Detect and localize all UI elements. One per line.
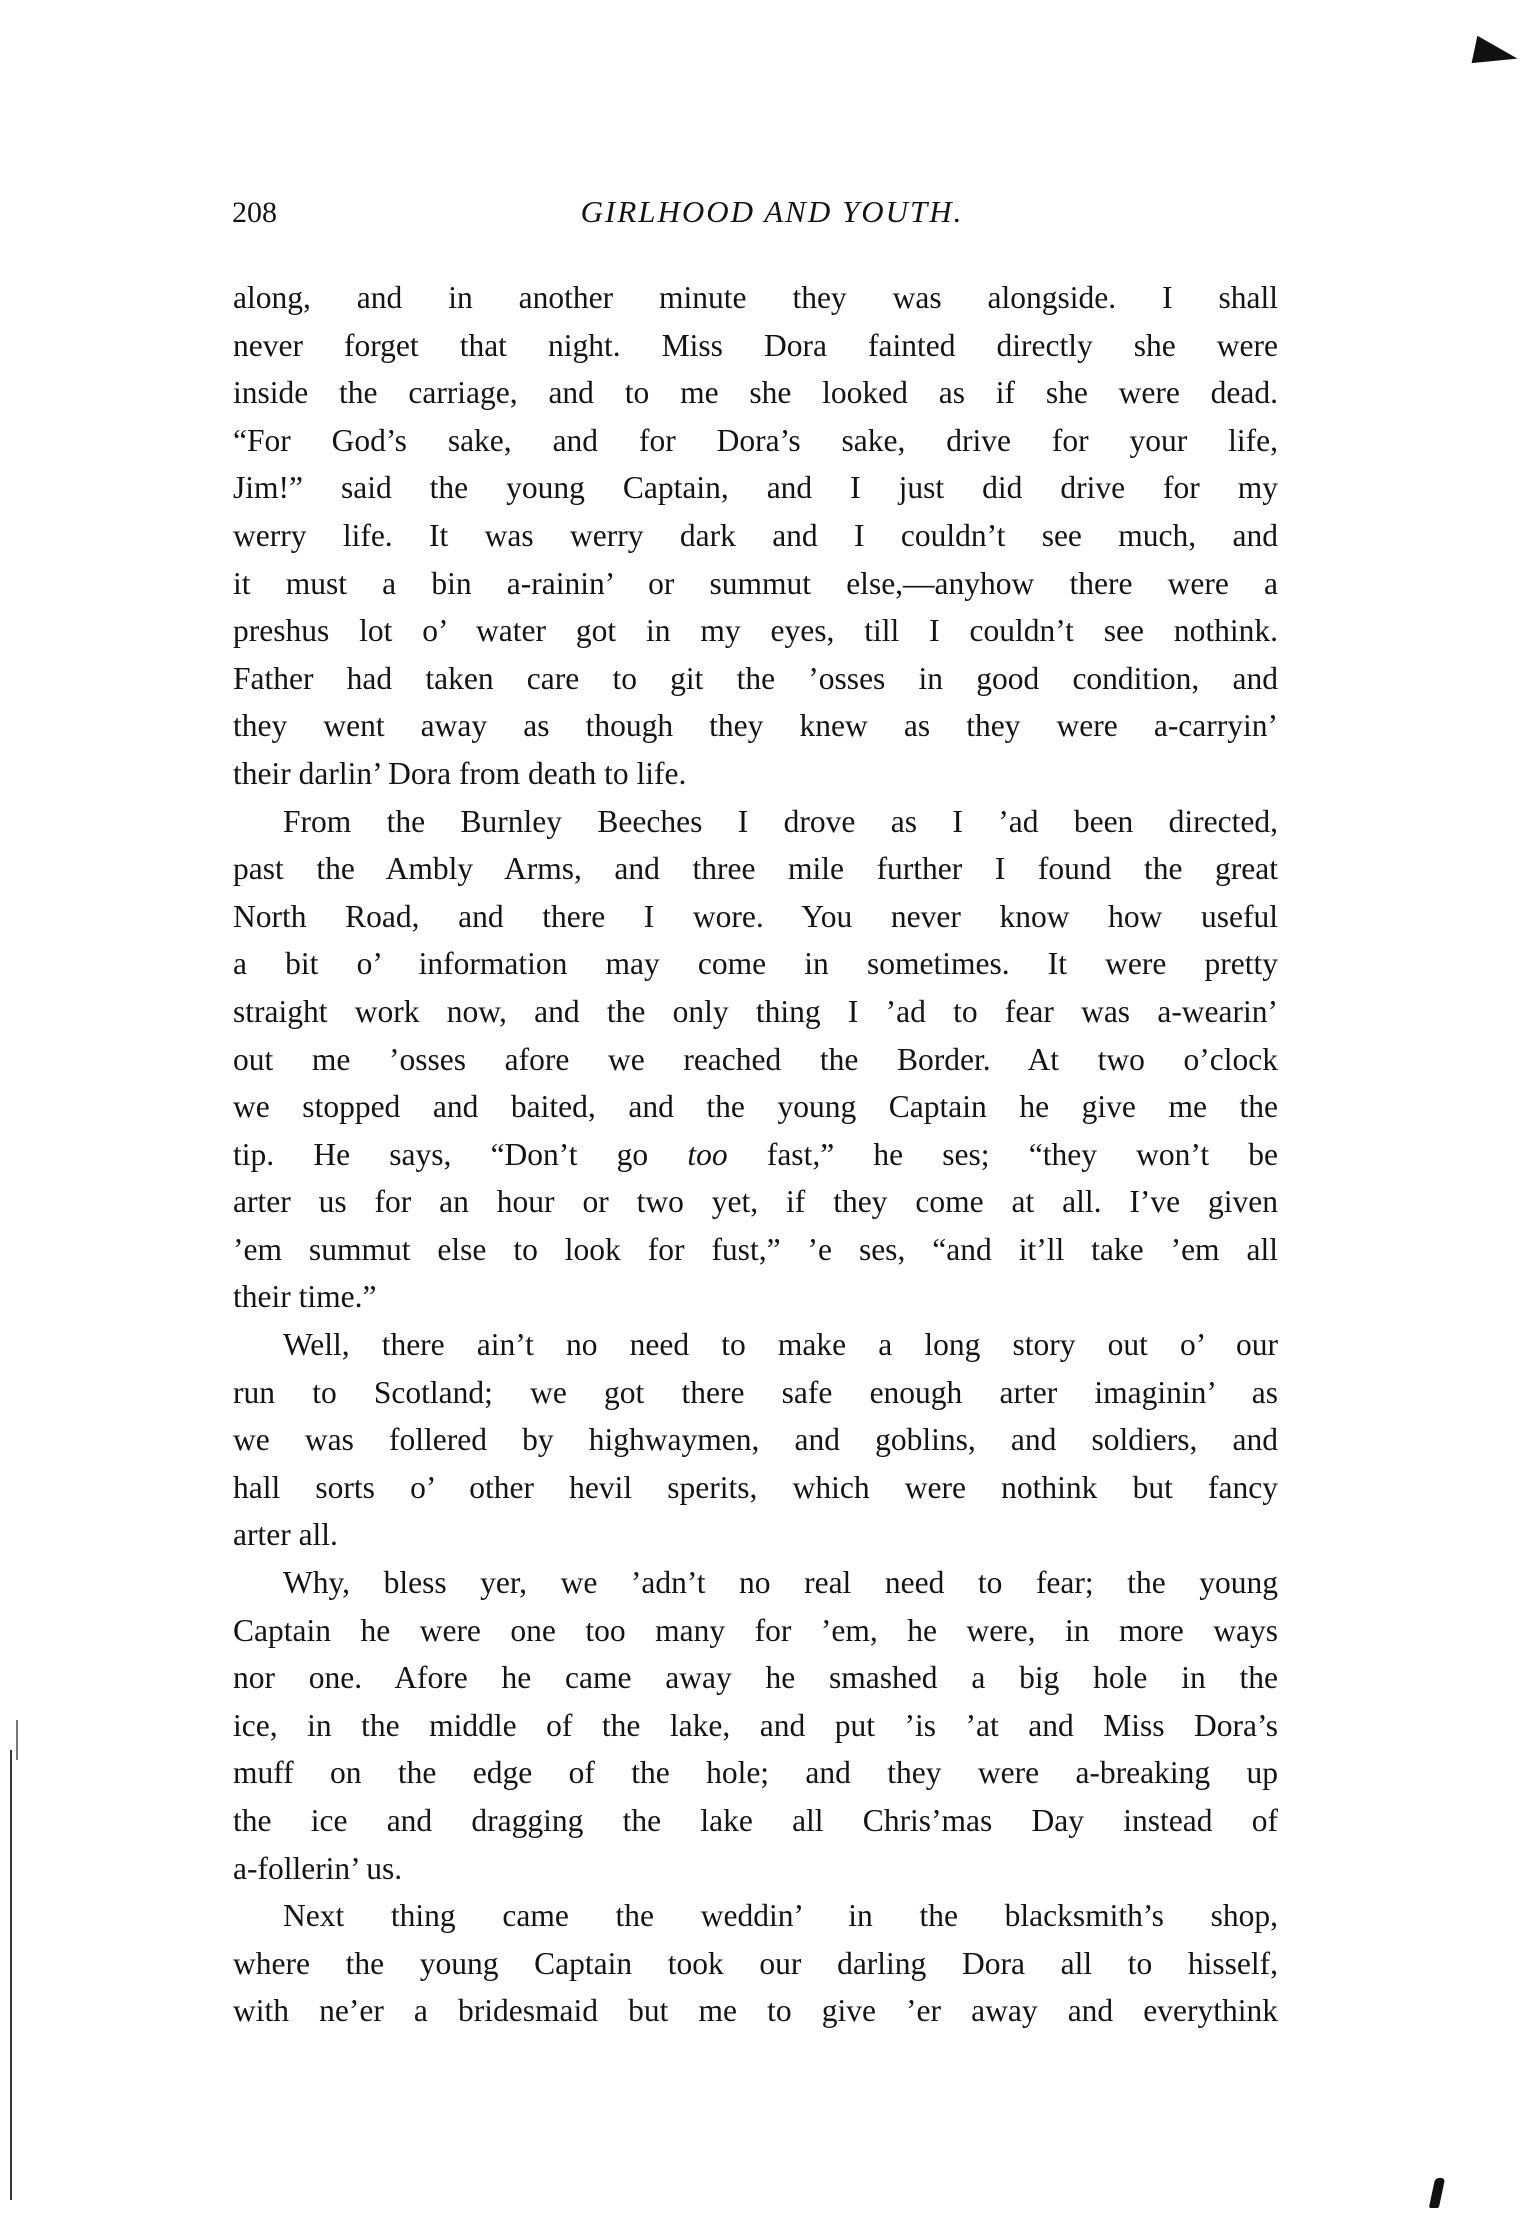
text-line: ice, in the middle of the lake, and put ’is ’at and Miss Dora’s (233, 1707, 1278, 1743)
text-line: From the Burnley Beeches I drove as I ’ad been directed, (283, 803, 1278, 839)
text-line: their darlin’ Dora from death to life. (233, 755, 687, 791)
text-line: ’em summut else to look for fust,” ’e ses, “and it’ll take ’em all (233, 1231, 1278, 1267)
text-line: Why, bless yer, we ’adn’t no real need to fear; the young (283, 1565, 1278, 1601)
text-line: Jim!” said the young Captain, and I just did drive for my (233, 470, 1278, 506)
text-line: a-follerin’ us. (233, 1850, 403, 1886)
paragraph (233, 274, 1278, 798)
paragraph (233, 1321, 1278, 1559)
text-line: Captain he were one too many for ’em, he were, in more ways (233, 1612, 1278, 1648)
text-line: with ne’er a bridesmaid but me to give ’er away and everythink (233, 1993, 1278, 2029)
text-line: “For God’s sake, and for Dora’s sake, drive for your life, (233, 422, 1278, 458)
text-line: along, and in another minute they was alongside. I shall (233, 280, 1278, 315)
text-line: the ice and dragging the lake all Chris’mas Day instead of (233, 1803, 1278, 1838)
text-line: werry life. It was werry dark and I couldn’t see much, and (233, 517, 1278, 553)
text-line: preshus lot o’ water got in my eyes, till I couldn’t see nothink. (233, 613, 1278, 649)
text-line: we was follered by highwaymen, and goblins, and soldiers, and (233, 1422, 1278, 1458)
text-line: inside the carriage, and to me she looked as if she were dead. (233, 375, 1278, 411)
paragraph (233, 1559, 1278, 1892)
scan-edge-line (10, 1750, 12, 2200)
scan-edge-mark (16, 1720, 18, 1760)
text-line: tip. He says, “Don’t go too fast,” he ses; “they won’t be (233, 1136, 1279, 1172)
text-line: Father had taken care to git the ’osses in good condition, and (233, 660, 1278, 696)
text-line: we stopped and baited, and the young Captain he give me the (233, 1089, 1278, 1125)
scan-arrow-mark (1472, 36, 1521, 73)
text-line: straight work now, and the only thing I ’ad to fear was a-wearin’ (233, 993, 1278, 1029)
text-line: Next thing came the weddin’ in the blacksmith’s shop, (283, 1898, 1278, 1934)
text-line: out me ’osses afore we reached the Border. At two o’clock (233, 1041, 1278, 1077)
body-text (233, 274, 1278, 2035)
text-line: arter us for an hour or two yet, if they come at all. I’ve given (233, 1184, 1278, 1220)
text-line: it must a bin a-rainin’ or summut else,—anyhow there were a (233, 565, 1278, 601)
text-line: they went away as though they knew as they were a-carryin’ (233, 708, 1278, 744)
text-line: never forget that night. Miss Dora fainted directly she were (233, 327, 1278, 363)
running-title: GIRLHOOD AND YOUTH. (580, 194, 964, 229)
text-line: past the Ambly Arms, and three mile further I found the great (233, 851, 1278, 887)
text-line: their time.” (233, 1279, 377, 1315)
scan-bottom-mark (1429, 2178, 1445, 2208)
text-line: a bit o’ information may come in sometimes. It were pretty (233, 946, 1278, 982)
text-line: arter all. (233, 1517, 338, 1553)
page-number: 208 (232, 196, 277, 229)
paragraph (233, 1892, 1278, 2035)
text-line: North Road, and there I wore. You never know how useful (233, 898, 1278, 934)
text-line: muff on the edge of the hole; and they were a-breaking up (233, 1755, 1278, 1791)
paragraph (233, 798, 1278, 1322)
text-line: run to Scotland; we got there safe enough arter imaginin’ as (233, 1374, 1278, 1410)
text-line: where the young Captain took our darling Dora all to hisself, (233, 1945, 1278, 1981)
text-line: nor one. Afore he came away he smashed a big hole in the (233, 1660, 1278, 1696)
text-line: Well, there ain’t no need to make a long story out o’ our (283, 1327, 1278, 1363)
text-line: hall sorts o’ other hevil sperits, which were nothink but fancy (233, 1469, 1278, 1505)
